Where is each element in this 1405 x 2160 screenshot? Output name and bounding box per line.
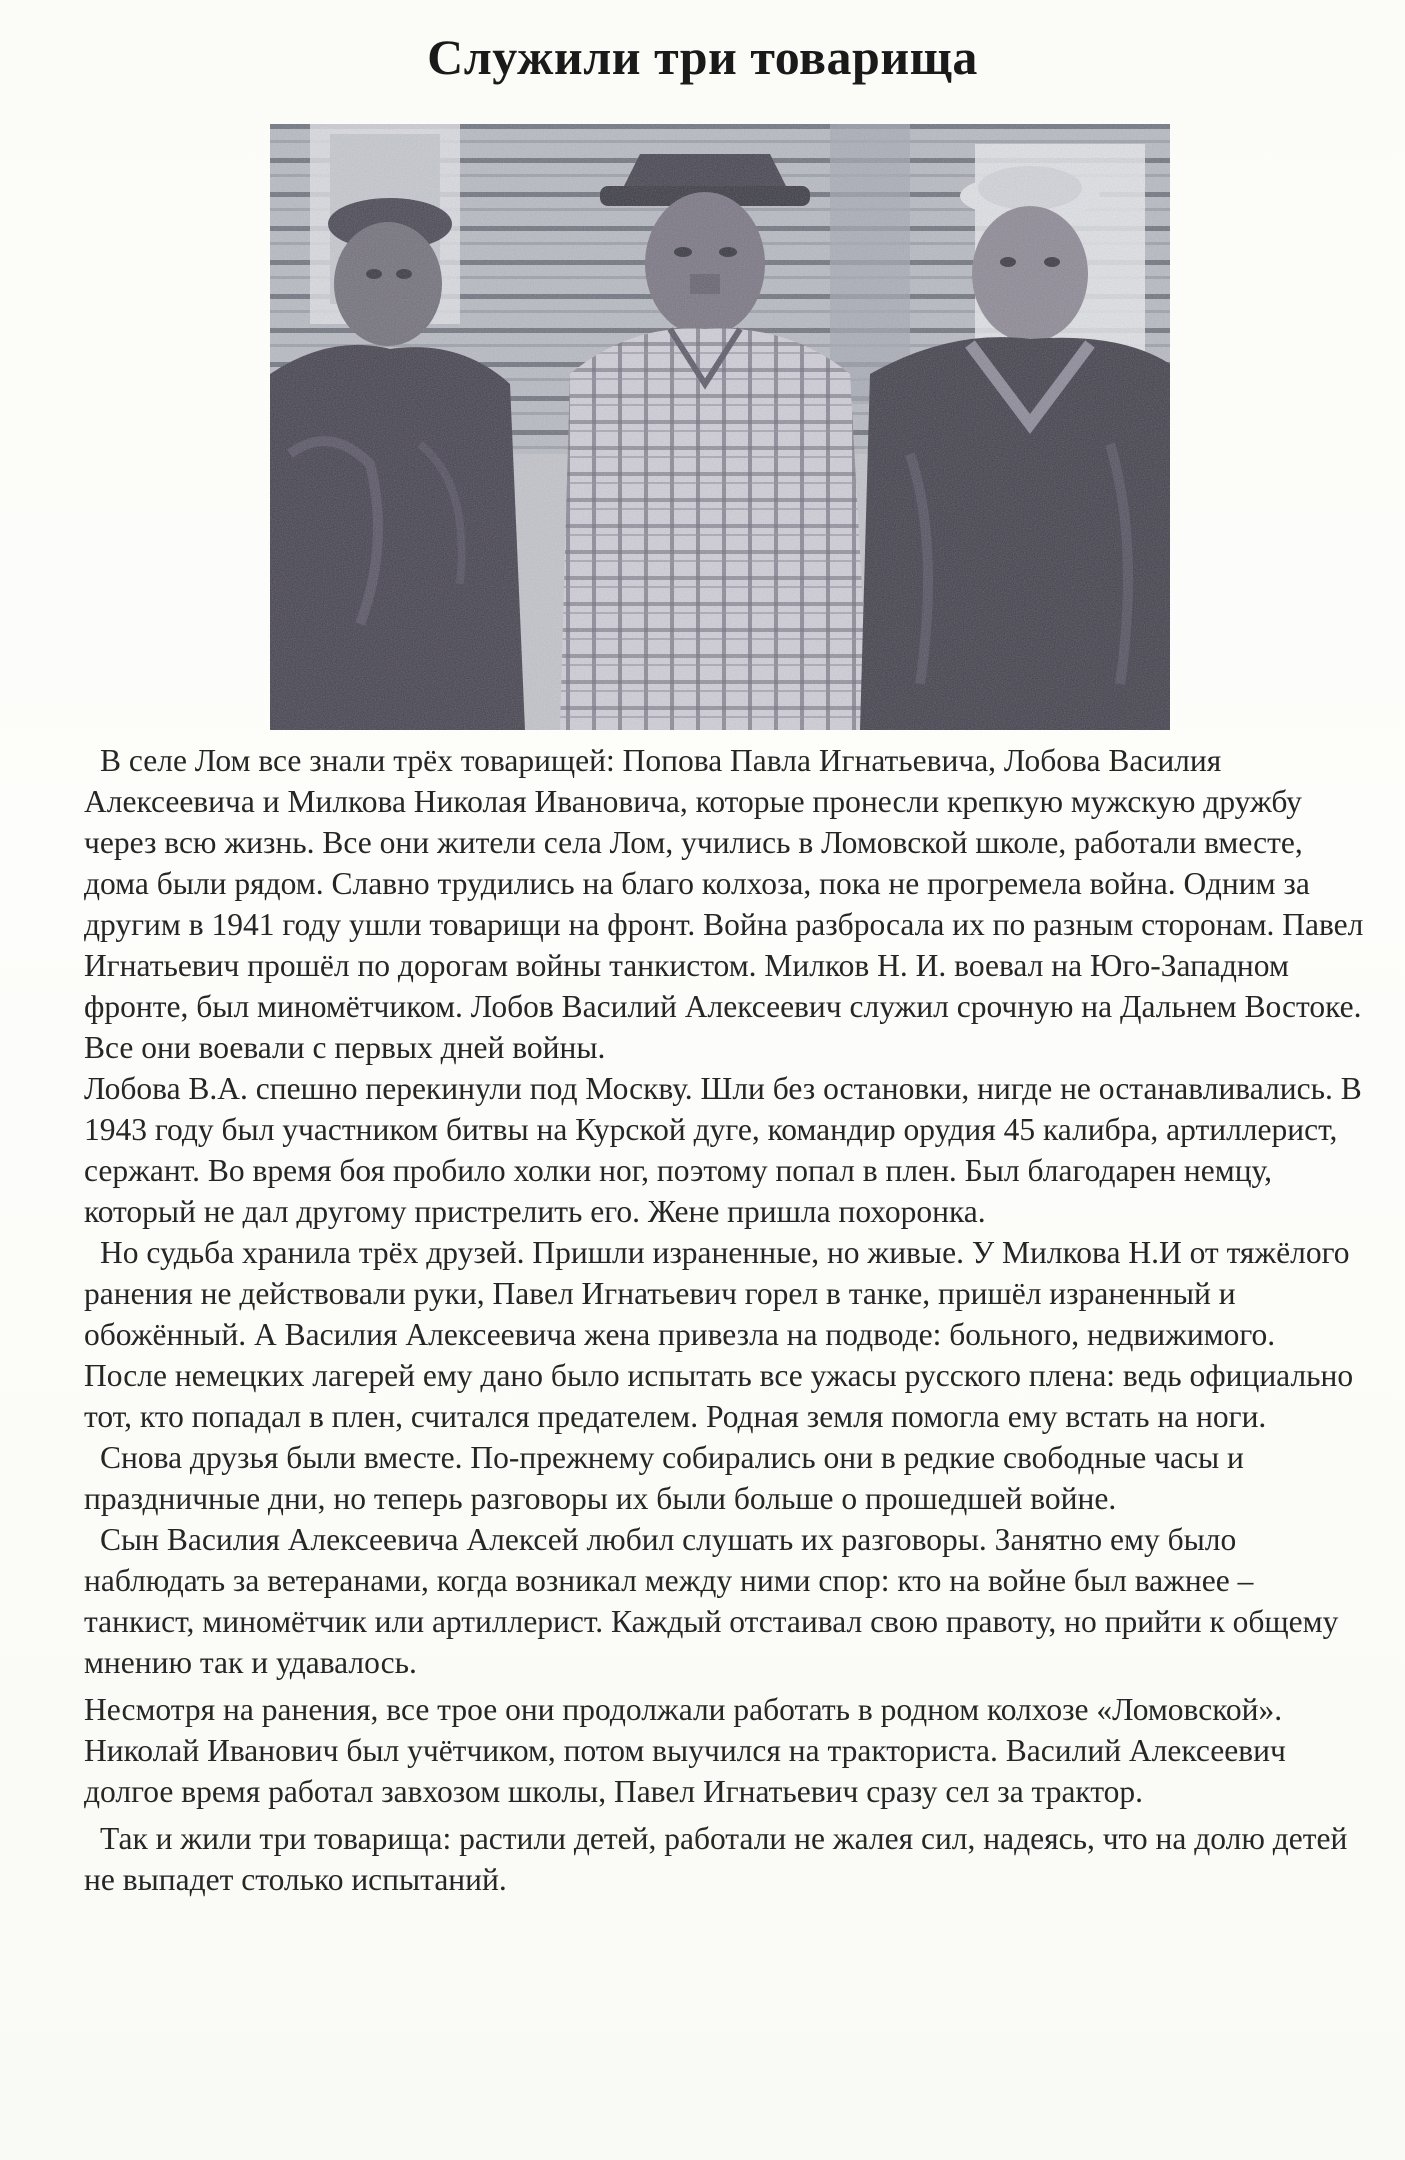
article-paragraph-4: Снова друзья были вместе. По-прежнему собирались они в редкие свободные часы и праздничные дни, но теперь разговоры их были больше о прошедшей войне. bbox=[84, 1440, 1244, 1516]
photo-three-comrades bbox=[270, 124, 1170, 730]
article-paragraph-6: Несмотря на ранения, все трое они продолжали работать в родном колхозе «Ломовской». Николай Иванович был учётчиком, потом выучился на тракториста. Василий Алексеевич долгое время работал завхозом школы, Павел Игнатьевич сразу сел за трактор. bbox=[84, 1692, 1286, 1809]
article-body bbox=[84, 740, 1364, 1900]
article-paragraph-7: Так и жили три товарища: растили детей, работали не жалея сил, надеясь, что на долю детей не выпадет столько испытаний. bbox=[84, 1821, 1348, 1897]
article-paragraph-1: В селе Лом все знали трёх товарищей: Попова Павла Игнатьевича, Лобова Василия Алексеевича и Милкова Николая Ивановича, которые пронесли крепкую мужскую дружбу через всю жизнь. Все они жители села Лом, учились в Ломовской школе, работали вместе, дома были рядом. Славно трудились на благо колхоза, пока не прогремела война. Одним за другим в 1941 году ушли товарищи на фронт. Война разбросала их по разным сторонам. Павел Игнатьевич прошёл по дорогам войны танкистом. Милков Н. И. воевал на Юго-Западном фронте, был миномётчиком. Лобов Василий Алексеевич служил срочную на Дальнем Востоке. Все они воевали с первых дней войны. bbox=[84, 743, 1364, 1065]
article-paragraph-2: Лобова В.А. спешно перекинули под Москву. Шли без остановки, нигде не останавливались. В 1943 году был участником битвы на Курской дуге, командир орудия 45 калибра, артиллерист, сержант. Во время боя пробило холки ног, поэтому попал в плен. Был благодарен немцу, который не дал другому пристрелить его. Жене пришла похоронка. bbox=[84, 1071, 1362, 1229]
article-paragraph-5: Сын Василия Алексеевича Алексей любил слушать их разговоры. Занятно ему было наблюдать за ветеранами, когда возникал между ними спор: кто на войне был важнее – танкист, миномётчик или артиллерист. Каждый отстаивал свою правоту, но прийти к общему мнению так и удавалось. bbox=[84, 1522, 1339, 1680]
article-paragraph-3: Но судьба хранила трёх друзей. Пришли израненные, но живые. У Милкова Н.И от тяжёлого ранения не действовали руки, Павел Игнатьевич горел в танке, пришёл израненный и обожённый. А Василия Алексеевича жена привезла на подводе: больного, недвижимого. После немецких лагерей ему дано было испытать все ужасы русского плена: ведь официально тот, кто попадал в плен, считался предателем. Родная земля помогла ему встать на ноги. bbox=[84, 1235, 1354, 1434]
page-title: Служили три товарища bbox=[427, 29, 978, 85]
